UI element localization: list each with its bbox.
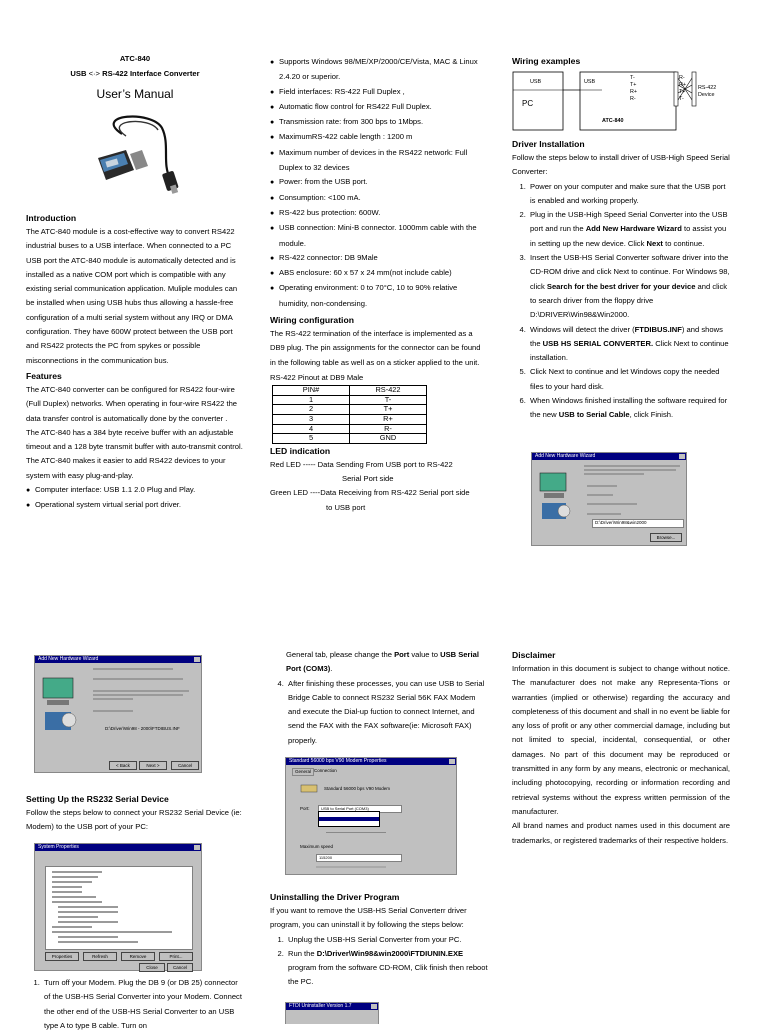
spec-bullet: ● RS-422 connector: DB 9Male (270, 251, 488, 266)
table-row (273, 405, 427, 415)
wizard-screenshot (531, 452, 687, 546)
modem-icon (300, 782, 318, 794)
table-header-row (273, 386, 427, 396)
diagram-pin: R- (630, 96, 636, 102)
tree-item[interactable] (52, 871, 102, 873)
close-icon (449, 759, 455, 764)
wizard-found-screenshot (34, 655, 202, 773)
disclaimer-paragraph-1: Information in this document is subject to change without notice. The manufacturer does not make any Representa-Tions or warranties (implied or otherwise) regarding the accuracy and completeness of this document and shall in no event be liable for any loss of profit or any other commercial damage, including but not limited to special, incidental, consequential, or other damages. No part of this document may be reproduced or transmitted in any form by any means, electronic or mechanical, including photocopying, recording or information recording and retrieval systems without the express written permission of the manufacturer. (512, 664, 730, 816)
step-text: Insert the USB-HS Serial Converter software driver into the CD-ROM drive and click Next to continue. For Windows 98, click (530, 253, 730, 291)
spec-bullet: ● USB connection: Mini-B connector. 1000mm cable with the module. (270, 221, 488, 251)
tree-item[interactable] (58, 936, 118, 938)
pinout-table (272, 385, 427, 444)
table-cell: 4 (273, 424, 350, 434)
led-red-cont: Serial Port side (342, 474, 394, 484)
close-icon (194, 657, 200, 662)
text-line (584, 473, 644, 475)
table-cell: 5 (273, 434, 350, 444)
speed-select[interactable] (316, 854, 402, 862)
table-header: PIN# (273, 386, 350, 396)
step-bold: Port (394, 650, 410, 659)
rs232-step-list (26, 976, 244, 1033)
features-paragraph-1: The ATC-840 converter can be configured for RS422 four-wire (Full Duplex) networks. When operating in four-wire RS422 the data transfer control is automatically done by the converter . (26, 384, 238, 423)
text-line (316, 866, 386, 868)
tree-item[interactable] (52, 926, 92, 928)
title-block (26, 52, 244, 102)
tree-item[interactable] (52, 891, 82, 893)
wiring-paragraph: The RS-422 termination of the interface is implemented as a DB9 plug. The pin assignments for the connector can be found in the following table as well as on a sticker applied to the unit. (270, 329, 481, 367)
rs232-paragraph: Follow the steps below to connect your RS232 Serial Device (ie: Modem) to the USB port of your PC: (26, 808, 242, 832)
tab-connection[interactable]: Connection (314, 768, 337, 773)
wiring-heading: Wiring configuration (270, 315, 354, 326)
manual-heading: User’s Manual (96, 86, 174, 101)
tree-item[interactable] (52, 876, 98, 878)
next-button[interactable]: Next > (139, 761, 167, 770)
step-bold: D:\Driver\Win98&win2000\FTDIUNIN.EXE (316, 948, 464, 958)
computer-disk-icon (536, 467, 576, 527)
window-titlebar (286, 1003, 378, 1010)
led-green-cont: to USB port (326, 502, 366, 512)
list-item (528, 323, 730, 366)
spec-bullet: ● MaximumRS-422 cable length : 1200 m (270, 130, 488, 145)
tree-item[interactable] (52, 931, 172, 933)
port-option-selected[interactable] (319, 817, 379, 821)
window-titlebar (35, 656, 201, 663)
step-bold: USB Serial Port (COM3) (286, 650, 479, 674)
modem-name: Standard 56000 bps V90 Modem (324, 786, 391, 791)
list-item: 5. Click Next to continue and let Windows copy the needed files to your hard disk. (528, 365, 730, 394)
checkbox-option[interactable] (587, 494, 613, 496)
pinout-title: RS-422 Pinout at DB9 Male (270, 372, 364, 382)
uninstaller-screenshot (285, 1002, 379, 1024)
spec-bullet: ● Maximum number of devices in the RS422 network: Full Duplex to 32 devices (270, 146, 488, 176)
diagram-pin: T- (630, 75, 635, 81)
diagram-pin: T- (679, 96, 684, 102)
diagram-label: USB (584, 79, 596, 85)
bidirectional-arrow-icon: <·> (88, 69, 100, 79)
step-bold: Search for the best driver for your device (546, 281, 696, 291)
properties-button[interactable]: Properties (45, 952, 79, 961)
checkbox-option[interactable] (587, 513, 621, 515)
modem-properties-screenshot (285, 757, 457, 875)
step-text: . (330, 664, 333, 674)
spec-bullet: ● RS-422 bus protection: 600W. (270, 206, 488, 221)
feature-bullet: ● Operational system virtual serial port driver. (26, 498, 244, 513)
led-green: Green LED ----Data Receiving from RS-422 Serial port side (270, 488, 470, 498)
port-label: Port: (300, 806, 310, 811)
speaker-volume-slider[interactable] (326, 832, 386, 833)
driver-install-section (512, 137, 730, 423)
spec-list (270, 55, 488, 515)
list-item (528, 208, 730, 251)
driver-paragraph: Follow the steps below to install driver of USB-High Speed Serial Converter: (512, 153, 730, 177)
tree-item[interactable] (58, 921, 118, 923)
list-item: 1. Turn off your Modem. Plug the DB 9 (or DB 25) connector of the USB-HS Serial Converter into your Modem. Connect the other end of the USB-HS Serial Converter to an USB type A to type B cable. Turn on (42, 976, 244, 1033)
rs232-steps (26, 976, 244, 1030)
table-cell: T- (350, 395, 427, 405)
browse-button[interactable]: Browse... (650, 533, 682, 542)
table-cell: R- (350, 424, 427, 434)
window-title: Add New Hardware Wizard (535, 453, 596, 459)
table-cell: T+ (350, 405, 427, 415)
spec-bullet: ● Field interfaces: RS-422 Full Duplex , (270, 85, 488, 100)
text-line (93, 698, 133, 700)
tab-general[interactable]: General (292, 768, 314, 776)
text-line (584, 469, 676, 471)
device-tree[interactable] (45, 866, 193, 950)
checkbox-option[interactable] (587, 503, 637, 505)
port-value: USB to Serial Port (COM3) (321, 806, 369, 811)
step-bold: USB to Serial Cable (558, 410, 630, 420)
window-titlebar (35, 844, 201, 851)
intro-paragraph: The ATC-840 module is a cost-effective way to convert RS422 industrial buses to a USB interface. When connected to a PC USB port the ATC-840 module is automatically detected and is installed as a native COM port which is compatible with any existing serial communication application. Muliple modules can be installed when using USB hubs thus allowing a hassle-free configuration of a multi serial system without any IRQ or DMA configuration. They have 600W protect between the USB port and RS422 protects the PC from spykes or possible misconnections in the communication bus. (26, 227, 238, 365)
diagram-label: PC (522, 99, 534, 108)
modem-steps (270, 648, 488, 748)
disclaimer-paragraph-2: All brand names and product names used in this document are trademarks, or registered trademarks of their respective holders. (512, 821, 730, 845)
model-title: ATC-840 (119, 54, 151, 63)
usb-cable-product-photo (92, 114, 184, 198)
cancel-button[interactable]: Cancel (167, 963, 193, 972)
step-bold: USB HS SERIAL CONVERTER. (542, 338, 654, 348)
remove-button[interactable]: Remove (121, 952, 155, 961)
system-properties-screenshot (34, 843, 202, 971)
step-bold: Add New Hardware Wizard (585, 224, 682, 234)
speed-value: 115200 (319, 855, 333, 860)
table-cell: GND (350, 434, 427, 444)
refresh-button[interactable]: Refresh (83, 952, 117, 961)
modem-step-list (270, 677, 488, 748)
close-icon (679, 454, 685, 459)
close-button[interactable]: Close (139, 963, 165, 972)
port-dropdown-list[interactable] (318, 811, 380, 827)
text-line (93, 668, 173, 670)
led-heading: LED indication (270, 445, 331, 456)
tree-item[interactable] (52, 896, 96, 898)
wiring-examples-heading: Wiring examples (512, 56, 581, 66)
spec-bullet: ● Supports Windows 98/ME/XP/2000/CE/Vista, MAC & Linux 2.4.20 or superior. (270, 55, 488, 85)
table-header: RS-422 (350, 386, 427, 396)
diagram-pin: R- (679, 75, 685, 81)
driver-steps (512, 180, 730, 423)
diagram-pin: R+ (630, 89, 638, 95)
spec-bullet: ● ABS enclosure: 60 x 57 x 24 mm(not include cable) (270, 266, 488, 281)
spec-bullet: ● Automatic flow control for RS422 Full Duplex. (270, 100, 488, 115)
uninstall-paragraph: If you want to remove the USB-HS Serial Converterr driver program, you can uninstall it by following the steps below: (270, 906, 467, 930)
diagram-pin: R+ (679, 82, 687, 88)
diagram-label: USB (530, 79, 542, 85)
tree-item[interactable] (58, 906, 118, 908)
step-text: ) and shows the (530, 324, 723, 348)
text-line (93, 694, 183, 696)
list-item (528, 251, 730, 322)
table-cell: 3 (273, 415, 350, 425)
step-text: and click to search driver from the floppy drive D:\DRIVER\Win98&Win2000. (530, 281, 728, 320)
window-titlebar (532, 453, 686, 460)
diagram-pin: T+ (679, 89, 686, 95)
location-value: D:\Driver\Win98&win2000 (595, 520, 647, 525)
table-row (273, 424, 427, 434)
step-text: , click Finish. (629, 410, 674, 420)
diagram-pin: T+ (630, 82, 637, 88)
max-speed-label: Maximum speed (300, 844, 334, 849)
window-titlebar (286, 758, 456, 765)
tree-item[interactable] (52, 901, 102, 903)
table-row (273, 395, 427, 405)
back-button[interactable]: < Back (109, 761, 137, 770)
list-item (286, 947, 488, 990)
window-title: Standard 56000 bps V90 Modem Properties (289, 758, 387, 764)
text-line (93, 690, 189, 692)
step-text: value to (409, 650, 441, 659)
intro-section (26, 211, 244, 514)
intro-heading: Introduction (26, 213, 77, 223)
list-item (528, 394, 730, 423)
close-icon (194, 845, 200, 850)
step-text: General tab, please change the (286, 650, 395, 659)
rs232-section (26, 792, 244, 835)
subtitle-converter: RS-422 Interface Converter (102, 69, 200, 79)
spec-bullet: ● Transmission rate: from 300 bps to 1Mbps. (270, 115, 488, 130)
tree-item[interactable] (52, 881, 92, 883)
spec-bullet: ● Power: from the USB port. (270, 175, 488, 190)
list-item: 1. Power on your computer and make sure that the USB port is enabled and working properly. (528, 180, 730, 209)
text-line (93, 678, 183, 680)
tree-item[interactable] (52, 886, 82, 888)
tree-item[interactable] (58, 916, 98, 918)
uninstall-section (270, 890, 488, 990)
step-text: Click Next to continue installation. (530, 338, 729, 363)
step-text: to assist you in setting up the new device. Click (530, 224, 727, 248)
close-icon (371, 1004, 377, 1009)
step-continuation (270, 648, 488, 677)
tree-item[interactable] (58, 941, 138, 943)
step-bold: FTDIBUS.INF (634, 324, 682, 334)
diagram-label: Device (698, 92, 715, 98)
table-row (273, 434, 427, 444)
step-text: to continue. (662, 238, 705, 248)
computer-disk-icon (39, 670, 83, 740)
driver-path: D:\Driver\Win98 - 2000\FTDIBUS.INF (105, 726, 180, 731)
print-button[interactable]: Print... (159, 952, 193, 961)
table-cell: 2 (273, 405, 350, 415)
spec-bullet: ● Consumption: <100 mA. (270, 191, 488, 206)
feature-bullet: ● Computer interface: USB 1.1 2.0 Plug and Play. (26, 483, 244, 498)
step-text: When Windows finished installing the software required for the new (530, 396, 728, 420)
product-subtitle (26, 67, 244, 81)
uninstall-heading: Uninstalling the Driver Program (270, 892, 400, 902)
led-red: Red LED ----- Data Sending From USB port to RS-422 (270, 459, 453, 469)
table-cell: R+ (350, 415, 427, 425)
step-text: Windows will detect the driver ( (530, 324, 635, 334)
features-paragraph-2: The ATC-840 has a 384 byte receive buffer with an adjustable timeout and a 128 byte transmit buffer with auto-transmit control. The ATC-840 makes it easier to add RS422 devices to your system with easy plug-and-play. (26, 427, 243, 480)
cancel-button[interactable]: Cancel (171, 761, 199, 770)
location-input[interactable] (592, 519, 684, 528)
list-item: 4. After finishing these processes, you can use USB to Serial Bridge Cable to connect RS232 Serial 56K FAX Modem and execute the Dial-up fuction to connect Internet, and send the FAX with the FAX software(ie: Microsoft FAX) properly. (286, 677, 488, 748)
list-item: 1. Unplug the USB-HS Serial Converter from your PC. (286, 933, 488, 947)
window-title: Add New Hardware Wizard (38, 656, 99, 662)
rs232-heading: Setting Up the RS232 Serial Device (26, 794, 169, 804)
driver-heading: Driver Installation (512, 139, 585, 149)
diagram-label: RS-422 (698, 85, 717, 91)
subtitle-usb: USB (70, 69, 87, 79)
step-text: Plug in the USB-High Speed Serial Converter into the USB port and run the (530, 210, 728, 234)
disclaimer-heading: Disclaimer (512, 650, 556, 660)
disclaimer-section (512, 648, 730, 848)
table-row (273, 415, 427, 425)
step-bold: Next (646, 238, 663, 248)
text-line (584, 465, 680, 467)
checkbox-option[interactable] (587, 485, 617, 487)
table-cell: 1 (273, 395, 350, 405)
tree-item[interactable] (58, 911, 118, 913)
text-line (93, 710, 133, 712)
diagram-label: ATC-840 (602, 118, 624, 124)
step-text: Run the (288, 948, 317, 958)
features-heading: Features (26, 370, 62, 381)
window-title: FTDI Uninstaller Version 1.7 (289, 1003, 352, 1009)
step-text: program from the software CD-ROM, Clik finish then reboot the PC. (288, 963, 488, 987)
window-title: System Properties (38, 844, 79, 850)
wiring-diagram (512, 70, 732, 132)
uninstall-steps (270, 933, 488, 990)
wiring-examples-heading-wrap (512, 54, 730, 68)
spec-bullet: ● Operating environment: 0 to 70°C, 10 to 90% relative humidity, non-condensing. (270, 281, 488, 311)
